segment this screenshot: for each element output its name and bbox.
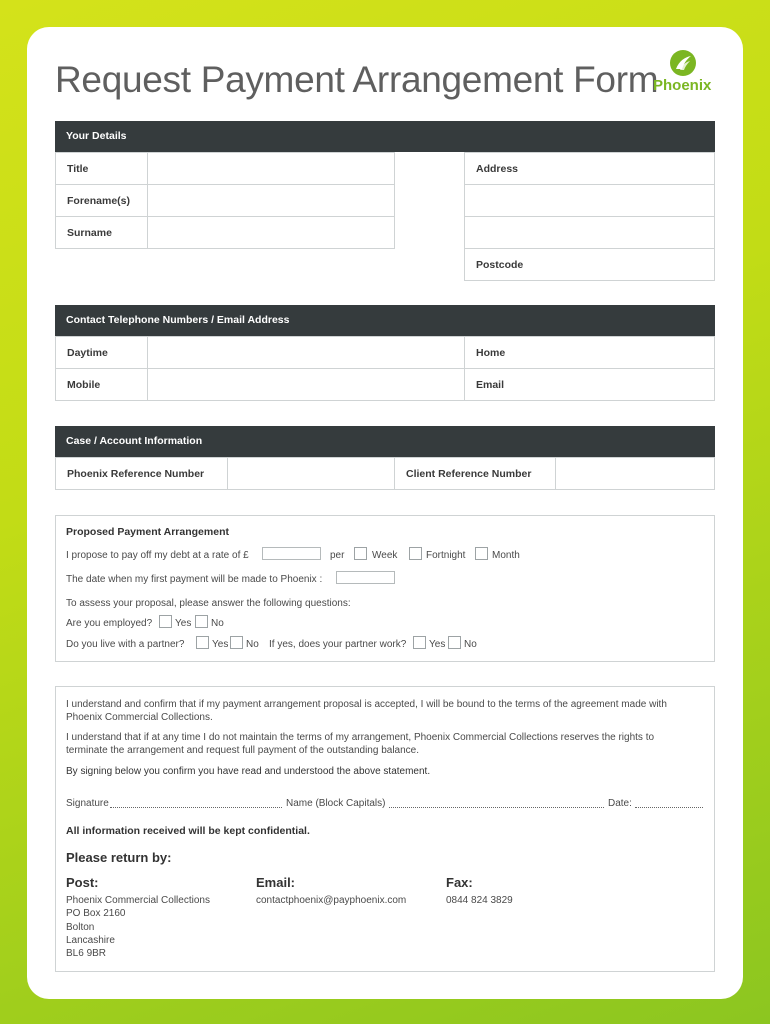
name-line[interactable] xyxy=(389,807,604,808)
your-details-section xyxy=(55,121,715,281)
partner-no-checkbox[interactable] xyxy=(230,636,243,649)
first-payment-date-field[interactable] xyxy=(336,571,395,584)
date-label: Date: xyxy=(608,798,632,809)
fortnight-checkbox[interactable] xyxy=(409,547,422,560)
post-line-1: Phoenix Commercial Collections xyxy=(66,895,210,906)
partner-work-yes-checkbox[interactable] xyxy=(413,636,426,649)
declaration-para-3: By signing below you confirm you have read and understood the above statement. xyxy=(66,766,431,777)
phoenix-ref-label: Phoenix Reference Number xyxy=(56,458,228,490)
post-line-5: BL6 9BR xyxy=(66,948,107,959)
post-line-4: Lancashire xyxy=(66,935,115,946)
partner-work-yes-label: Yes xyxy=(429,639,446,650)
address-field-3[interactable] xyxy=(465,217,715,249)
mobile-field[interactable] xyxy=(148,369,465,401)
declaration-para-1: I understand and confirm that if my payment arrangement proposal is accepted, I will be bound to the terms of the agreement made with Phoenix Commercial Collections. xyxy=(66,699,667,723)
phoenix-ref-field[interactable] xyxy=(228,458,395,490)
fortnight-label: Fortnight xyxy=(426,550,466,561)
partner-work-question: If yes, does your partner work? xyxy=(269,639,407,650)
date-line[interactable] xyxy=(635,807,703,808)
employed-yes-checkbox[interactable] xyxy=(159,615,172,628)
declaration-box xyxy=(55,686,715,972)
page-title: Request Payment Arrangement Form xyxy=(55,59,659,100)
week-label: Week xyxy=(372,550,398,561)
contact-section xyxy=(55,305,715,401)
post-line-3: Bolton xyxy=(66,922,95,933)
fax-value: 0844 824 3829 xyxy=(446,895,513,906)
employed-yes-label: Yes xyxy=(175,618,192,629)
employed-question: Are you employed? xyxy=(66,618,153,629)
name-label: Name (Block Capitals) xyxy=(286,798,386,809)
rate-amount-field[interactable] xyxy=(262,547,321,560)
daytime-field[interactable] xyxy=(148,337,465,369)
per-text: per xyxy=(330,550,345,561)
surname-field[interactable] xyxy=(148,217,395,249)
signature-line[interactable] xyxy=(110,807,282,808)
confidential-note: All information received will be kept confidential. xyxy=(66,825,310,837)
partner-yes-label: Yes xyxy=(212,639,229,650)
contact-heading: Contact Telephone Numbers / Email Address xyxy=(55,305,715,336)
phoenix-leaf-icon xyxy=(669,49,697,77)
employed-no-checkbox[interactable] xyxy=(195,615,208,628)
rate-text: I propose to pay off my debt at a rate of £ xyxy=(66,550,249,561)
assess-text: To assess your proposal, please answer the following questions: xyxy=(66,598,351,609)
client-ref-field[interactable] xyxy=(556,458,715,490)
partner-question: Do you live with a partner? xyxy=(66,639,185,650)
proposal-heading: Proposed Payment Arrangement xyxy=(66,526,229,538)
your-details-heading: Your Details xyxy=(55,121,715,152)
forenames-label: Forename(s) xyxy=(56,185,148,217)
proposal-box xyxy=(55,515,715,662)
month-label: Month xyxy=(492,550,520,561)
post-line-2: PO Box 2160 xyxy=(66,908,126,919)
week-checkbox[interactable] xyxy=(354,547,367,560)
month-checkbox[interactable] xyxy=(475,547,488,560)
email-heading: Email: xyxy=(256,875,296,890)
signature-label: Signature xyxy=(66,798,109,809)
partner-work-no-label: No xyxy=(464,639,477,650)
forenames-field[interactable] xyxy=(148,185,395,217)
declaration-para-2: I understand that if at any time I do not maintain the terms of my arrangement, Phoenix Commercial Collections reserves the rights to terminate the arrangement and request full payment of the outstanding balance. xyxy=(66,732,655,756)
daytime-label: Daytime xyxy=(56,337,148,369)
client-ref-label: Client Reference Number xyxy=(395,458,556,490)
address-field-2[interactable] xyxy=(465,185,715,217)
return-heading: Please return by: xyxy=(66,850,172,865)
fax-heading: Fax: xyxy=(446,875,473,890)
logo-name: Phoenix xyxy=(653,77,712,94)
partner-work-no-checkbox[interactable] xyxy=(448,636,461,649)
post-heading: Post: xyxy=(66,875,99,890)
surname-label: Surname xyxy=(56,217,148,249)
first-payment-text: The date when my first payment will be made to Phoenix : xyxy=(66,574,323,585)
email-value: contactphoenix@payphoenix.com xyxy=(256,895,407,906)
employed-no-label: No xyxy=(211,618,224,629)
mobile-label: Mobile xyxy=(56,369,148,401)
partner-no-label: No xyxy=(246,639,259,650)
partner-yes-checkbox[interactable] xyxy=(196,636,209,649)
case-info-section xyxy=(55,426,715,490)
form-card xyxy=(27,27,743,999)
title-field[interactable] xyxy=(148,153,395,185)
title-label: Title xyxy=(56,153,148,185)
case-info-heading: Case / Account Information xyxy=(55,426,715,457)
